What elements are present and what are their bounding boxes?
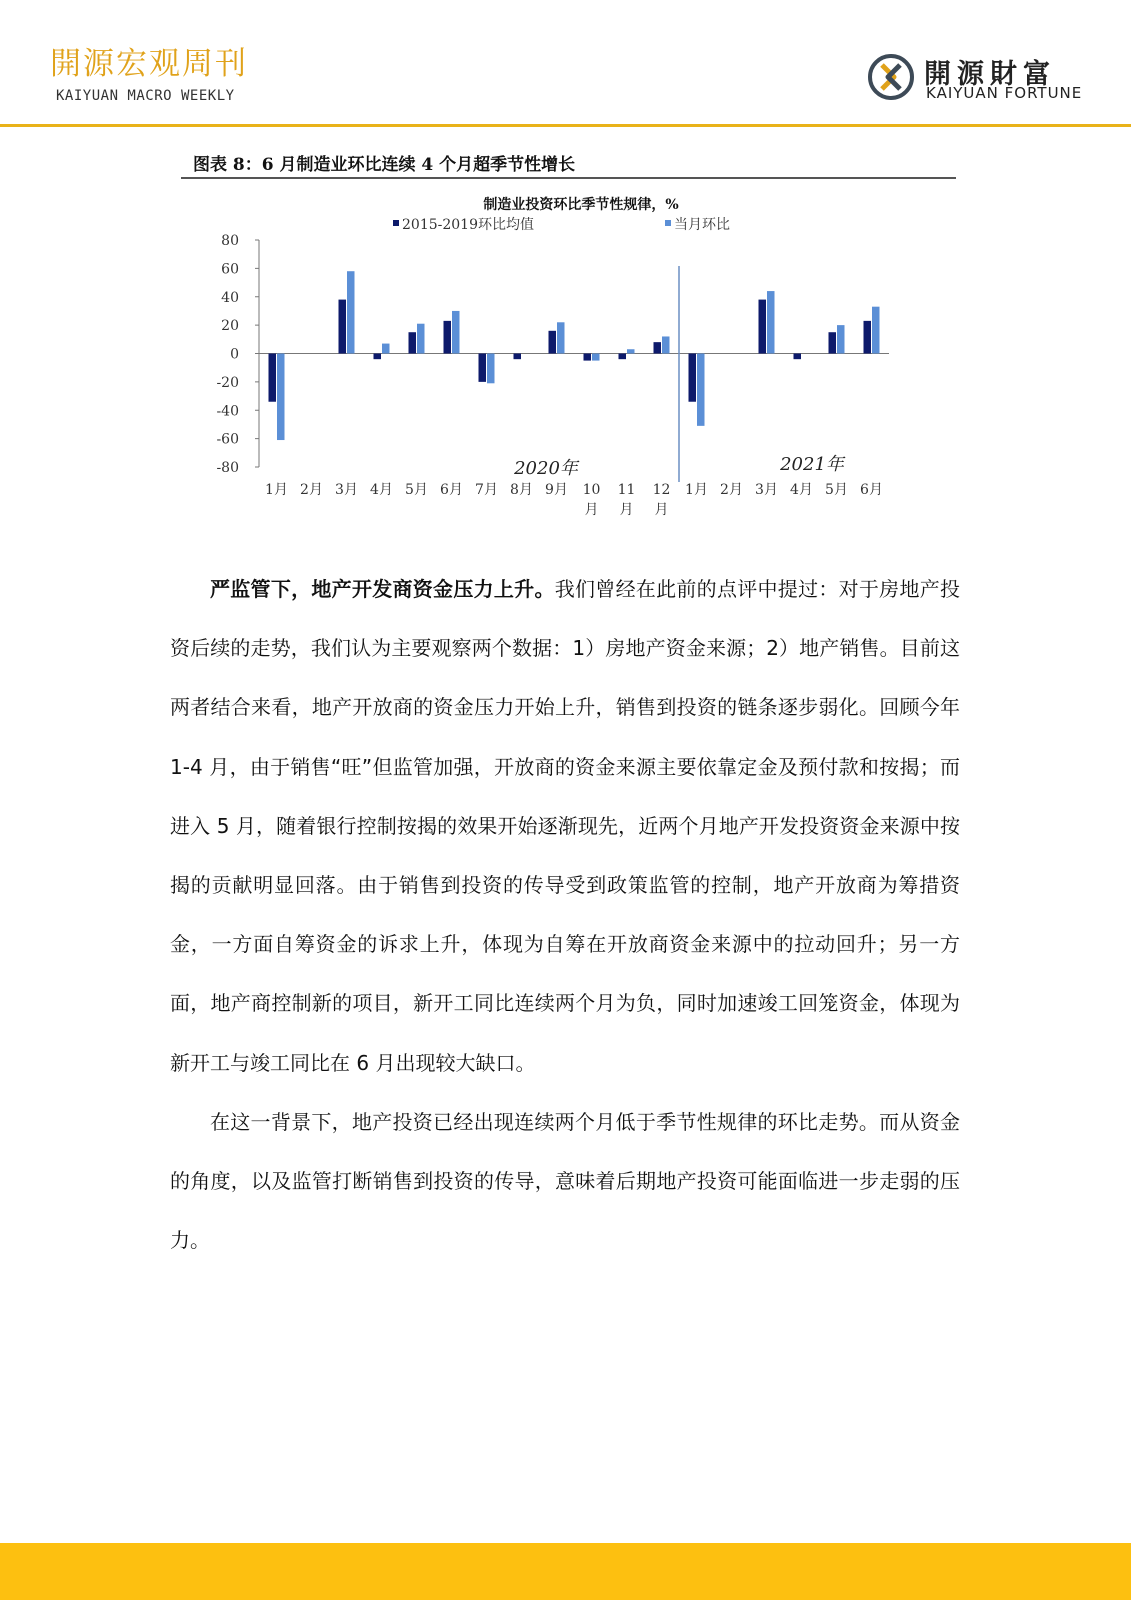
bar-s1-11 bbox=[662, 336, 670, 353]
x-tick-label-1-0: 2月 bbox=[300, 482, 323, 498]
paragraph-1-lead: 严监管下，地产开发商资金压力上升。 bbox=[210, 577, 555, 601]
bar-s1-0 bbox=[277, 354, 285, 441]
bar-s0-3 bbox=[374, 354, 382, 360]
x-tick-label-3-0: 4月 bbox=[370, 482, 393, 498]
figure-title: 图表 8：6 月制造业环比连续 4 个月超季节性增长 bbox=[193, 155, 576, 175]
report-subtitle: KAIYUAN MACRO WEEKLY bbox=[56, 88, 235, 104]
y-tick-label-6: -40 bbox=[216, 403, 239, 420]
bar-s1-5 bbox=[452, 311, 460, 354]
bar-s1-16 bbox=[837, 325, 845, 353]
x-tick-label-6-0: 7月 bbox=[475, 482, 498, 498]
paragraph-1 bbox=[170, 560, 960, 1093]
y-tick-label-3: 20 bbox=[221, 318, 239, 335]
brand-logo bbox=[866, 50, 1106, 106]
bar-s0-12 bbox=[689, 354, 697, 402]
bar-s1-9 bbox=[592, 354, 600, 361]
bar-s0-11 bbox=[654, 342, 662, 353]
bar-s0-6 bbox=[479, 354, 487, 382]
paragraph-1-text: 我们曾经在此前的点评中提过：对于房地产投资后续的走势，我们认为主要观察两个数据：1）房地产资金来源；2）地产销售。目前这两者结合来看，地产开放商的资金压力开始上升，销售到投资的链条逐步弱化。回顾今年 1-4 月，由于销售“旺”但监管加强，开放商的资金来源主要依靠定金及预付款和按揭；而进入 5 月，随着银行控制按揭的效果开始逐渐现先，近两个月地产开发投资资金来源中按揭的贡献明显回落。由于销售到投资的传导受到政策监管的控制，地产开放商为筹措资金，一方面自筹资金的诉求上升，体现为自筹在开放商资金来源中的拉动回升；另一方面，地产商控制新的项目，新开工同比连续两个月为负，同时加速竣工回笼资金，体现为新开工与竣工同比在 6 月出现较大缺口。 bbox=[170, 577, 961, 1075]
x-tick-label-17-0: 6月 bbox=[860, 482, 883, 498]
bar-s0-7 bbox=[514, 354, 522, 360]
bar-s0-14 bbox=[759, 300, 767, 354]
legend-label-0: 2015-2019环比均值 bbox=[402, 217, 534, 233]
bar-s1-10 bbox=[627, 349, 635, 353]
bar-s0-17 bbox=[864, 321, 872, 354]
bar-s0-0 bbox=[269, 354, 277, 402]
bar-s0-10 bbox=[619, 354, 627, 360]
logo-chinese-text: 開源財富 bbox=[924, 59, 1056, 90]
bar-s0-8 bbox=[549, 331, 557, 354]
y-tick-label-7: -60 bbox=[216, 431, 239, 448]
legend-swatch-0 bbox=[393, 220, 399, 226]
bar-s0-2 bbox=[339, 300, 347, 354]
y-tick-label-0: 80 bbox=[221, 233, 239, 249]
x-tick-label-4-0: 5月 bbox=[405, 482, 428, 498]
x-tick-label-16-0: 5月 bbox=[825, 482, 848, 498]
group-label-1: 2021年 bbox=[780, 454, 844, 475]
bar-s1-17 bbox=[872, 307, 880, 354]
report-title: 開源宏观周刊 bbox=[50, 46, 248, 82]
paragraph-2: 在这一背景下，地产投资已经出现连续两个月低于季节性规律的环比走势。而从资金的角度，以及监管打断销售到投资的传导，意味着后期地产投资可能面临进一步走弱的压力。 bbox=[170, 1109, 960, 1253]
bar-s0-4 bbox=[409, 332, 417, 353]
x-tick-label-5-0: 6月 bbox=[440, 482, 463, 498]
bar-s0-16 bbox=[829, 332, 837, 353]
bar-s1-3 bbox=[382, 344, 390, 354]
legend-swatch-1 bbox=[665, 220, 671, 226]
x-tick-label-9-1: 月 bbox=[584, 502, 599, 518]
group-label-0: 2020年 bbox=[514, 458, 578, 479]
bar-s1-4 bbox=[417, 324, 425, 354]
x-tick-label-12-0: 1月 bbox=[685, 482, 708, 498]
x-tick-label-0-0: 1月 bbox=[265, 482, 288, 498]
x-tick-label-10-0: 11 bbox=[617, 482, 636, 498]
y-tick-label-8: -80 bbox=[216, 460, 239, 476]
x-tick-label-15-0: 4月 bbox=[790, 482, 813, 498]
x-tick-label-8-0: 9月 bbox=[545, 482, 568, 498]
y-tick-label-1: 60 bbox=[221, 261, 239, 278]
x-tick-label-10-1: 月 bbox=[619, 502, 634, 518]
bar-s1-2 bbox=[347, 271, 355, 353]
x-tick-label-2-0: 3月 bbox=[335, 482, 358, 498]
legend-label-1: 当月环比 bbox=[674, 217, 730, 233]
logo-english-text: KAIYUAN FORTUNE bbox=[926, 84, 1083, 102]
bar-s1-12 bbox=[697, 354, 705, 426]
x-tick-label-13-0: 2月 bbox=[720, 482, 743, 498]
x-tick-label-9-0: 10 bbox=[582, 482, 601, 498]
x-tick-label-7-0: 8月 bbox=[510, 482, 533, 498]
bar-s0-9 bbox=[584, 354, 592, 361]
y-tick-label-2: 40 bbox=[221, 289, 239, 306]
kaiyuan-logo-icon bbox=[866, 52, 916, 102]
x-tick-label-14-0: 3月 bbox=[755, 482, 778, 498]
bar-s1-14 bbox=[767, 291, 775, 353]
bar-s1-8 bbox=[557, 322, 565, 353]
bar-s0-5 bbox=[444, 321, 452, 354]
body-text bbox=[170, 560, 960, 1270]
y-tick-label-5: -20 bbox=[216, 374, 239, 391]
chart-title: 制造业投资环比季节性规律，% bbox=[483, 197, 679, 213]
y-tick-label-4: 0 bbox=[230, 346, 239, 363]
footer-bar bbox=[0, 1543, 1131, 1600]
header-divider bbox=[0, 124, 1131, 127]
x-tick-label-11-0: 12 bbox=[652, 482, 671, 498]
x-tick-label-11-1: 月 bbox=[654, 502, 669, 518]
manufacturing-investment-chart bbox=[181, 184, 961, 536]
figure-title-divider bbox=[181, 177, 956, 179]
bar-s1-6 bbox=[487, 354, 495, 384]
bar-s0-15 bbox=[794, 354, 802, 360]
